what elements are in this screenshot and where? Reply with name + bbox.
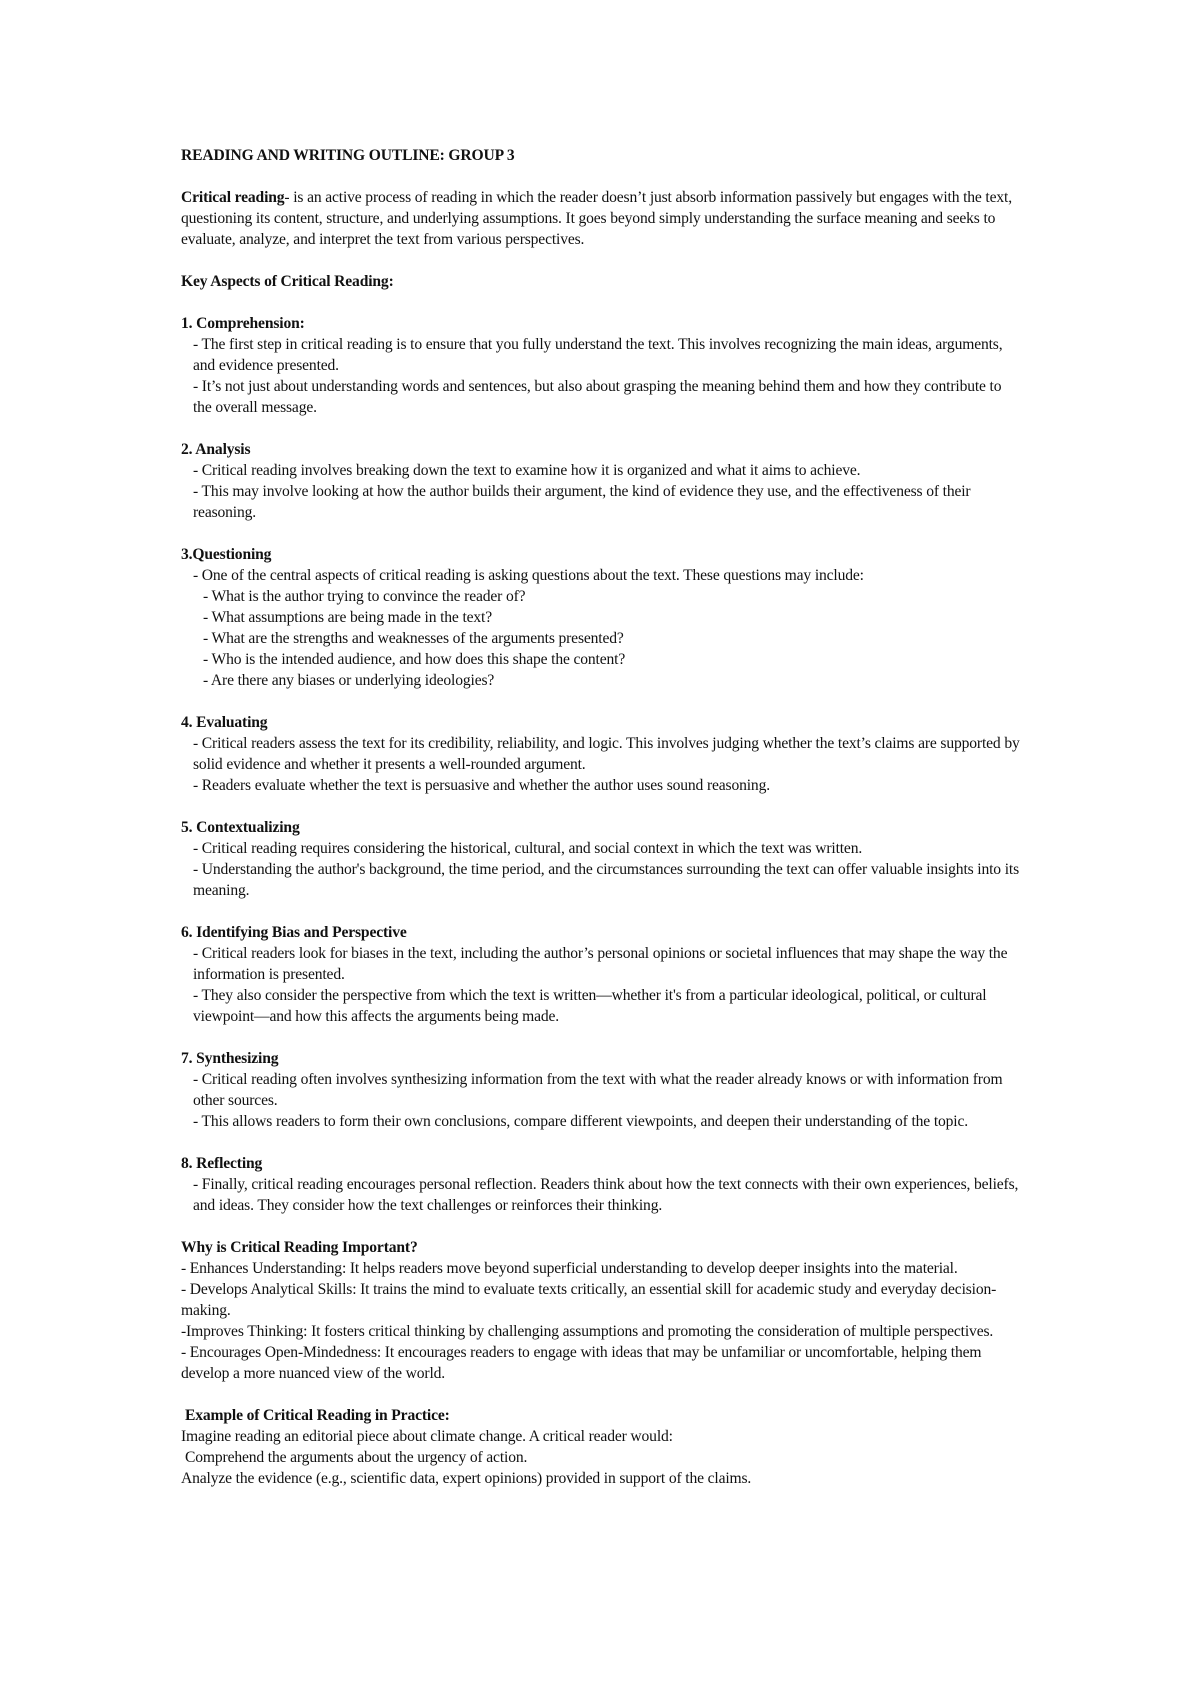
example-line: Imagine reading an editorial piece about climate change. A critical reader would:	[181, 1428, 673, 1445]
aspect-line: - Critical reading often involves synthesizing information from the text with what the reader already knows or with information from other sources.	[193, 1071, 1003, 1109]
aspect-line: - Finally, critical reading encourages personal reflection. Readers think about how the text connects with their own experiences, beliefs, and ideas. They consider how the text challenges or reinforces their thinking.	[193, 1176, 1019, 1214]
aspect-title: 5. Contextualizing	[181, 819, 300, 836]
aspect-reflecting	[181, 1153, 1020, 1216]
aspect-title: 6. Identifying Bias and Perspective	[181, 924, 407, 941]
why-item: - Enhances Understanding: It helps readers move beyond superficial understanding to develop deeper insights into the material.	[181, 1260, 958, 1277]
aspect-line: - The first step in critical reading is to ensure that you fully understand the text. This involves recognizing the main ideas, arguments, and evidence presented.	[193, 336, 1003, 374]
intro-paragraph	[181, 187, 1020, 250]
aspect-evaluating	[181, 712, 1020, 796]
aspect-line: - Critical reading involves breaking down the text to examine how it is organized and what it aims to achieve.	[193, 462, 861, 479]
aspect-line: - It’s not just about understanding words and sentences, but also about grasping the meaning behind them and how they contribute to the overall message.	[193, 378, 1002, 416]
aspect-analysis	[181, 439, 1020, 523]
question-item: - What are the strengths and weaknesses of the arguments presented?	[203, 630, 624, 647]
example-line: Analyze the evidence (e.g., scientific data, expert opinions) provided in support of the claims.	[181, 1470, 752, 1487]
example-line: Comprehend the arguments about the urgency of action.	[185, 1449, 528, 1466]
aspect-title: 7. Synthesizing	[181, 1050, 279, 1067]
why-section	[181, 1237, 1020, 1384]
aspect-comprehension	[181, 313, 1020, 418]
why-heading: Why is Critical Reading Important?	[181, 1239, 418, 1256]
aspect-title: 4. Evaluating	[181, 714, 268, 731]
aspect-line: - This may involve looking at how the author builds their argument, the kind of evidence they use, and the effectiveness of their reasoning.	[193, 483, 971, 521]
question-item: - Who is the intended audience, and how does this shape the content?	[203, 651, 626, 668]
aspect-contextualizing	[181, 817, 1020, 901]
aspect-line: - One of the central aspects of critical reading is asking questions about the text. These questions may include:	[193, 567, 864, 584]
aspect-synthesizing	[181, 1048, 1020, 1132]
question-item: - What assumptions are being made in the text?	[203, 609, 493, 626]
key-aspects-heading: Key Aspects of Critical Reading:	[181, 273, 394, 290]
document-title: READING AND WRITING OUTLINE: GROUP 3	[181, 147, 515, 164]
why-item: - Develops Analytical Skills: It trains the mind to evaluate texts critically, an essential skill for academic study and everyday decision-making.	[181, 1281, 997, 1319]
aspect-line: - Understanding the author's background, the time period, and the circumstances surrounding the text can offer valuable insights into its meaning.	[193, 861, 1019, 899]
aspect-questioning	[181, 544, 1020, 691]
aspect-line: - Critical readers assess the text for its credibility, reliability, and logic. This involves judging whether the text’s claims are supported by solid evidence and whether it presents a well-rounded argument.	[193, 735, 1020, 773]
why-item: - Encourages Open-Mindedness: It encourages readers to engage with ideas that may be unfamiliar or uncomfortable, helping them develop a more nuanced view of the world.	[181, 1344, 982, 1382]
aspect-title: 1. Comprehension:	[181, 315, 305, 332]
aspect-line: - Critical readers look for biases in the text, including the author’s personal opinions or societal influences that may shape the way the information is presented.	[193, 945, 1008, 983]
intro-text: - is an active process of reading in which the reader doesn’t just absorb information passively but engages with the text, questioning its content, structure, and underlying assumptions. It goes beyond simply understanding the surface meaning and seeks to evaluate, analyze, and interpret the text from various perspectives.	[181, 189, 1012, 248]
aspect-line: - Readers evaluate whether the text is persuasive and whether the author uses sound reasoning.	[193, 777, 770, 794]
example-heading: Example of Critical Reading in Practice:	[185, 1407, 450, 1424]
aspect-title: 3.Questioning	[181, 546, 272, 563]
intro-term: Critical reading	[181, 189, 285, 206]
question-item: - Are there any biases or underlying ideologies?	[203, 672, 495, 689]
example-section	[181, 1405, 1020, 1489]
question-item: - What is the author trying to convince the reader of?	[203, 588, 526, 605]
why-item: -Improves Thinking: It fosters critical thinking by challenging assumptions and promoting the consideration of multiple perspectives.	[181, 1323, 994, 1340]
aspect-title: 8. Reflecting	[181, 1155, 263, 1172]
aspect-line: - They also consider the perspective from which the text is written—whether it's from a particular ideological, political, or cultural viewpoint—and how this affects the arguments being made.	[193, 987, 987, 1025]
aspect-identifying-bias	[181, 922, 1020, 1027]
aspect-line: - This allows readers to form their own conclusions, compare different viewpoints, and deepen their understanding of the topic.	[193, 1113, 969, 1130]
aspect-title: 2. Analysis	[181, 441, 251, 458]
aspect-line: - Critical reading requires considering the historical, cultural, and social context in which the text was written.	[193, 840, 863, 857]
